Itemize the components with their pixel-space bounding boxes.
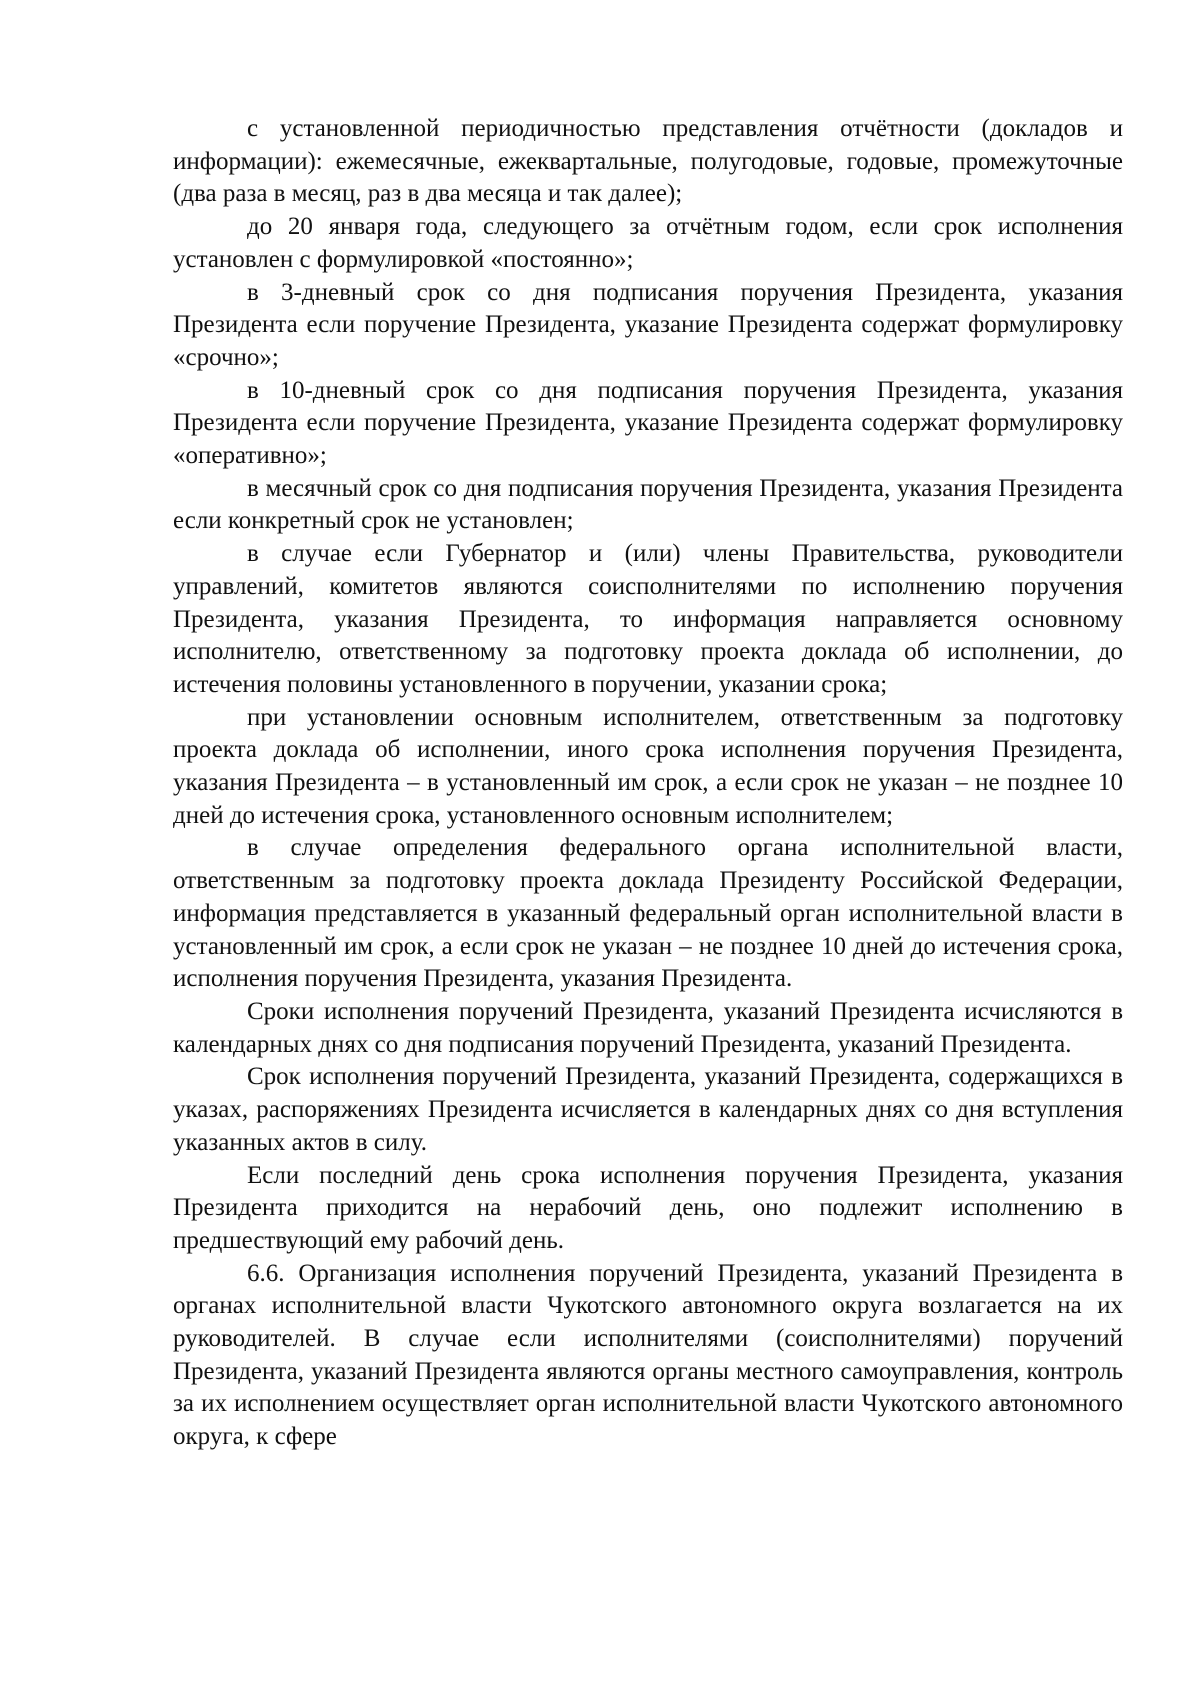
paragraph-reporting-periodicity: с установленной периодичностью представления отчётности (докладов и информации): ежемесячные, ежеквартальные, полугодовые, годовые, промежуточные (два раза в месяц, раз в два месяца и так далее); bbox=[173, 115, 1123, 208]
paragraph-non-working-day: Если последний день срока исполнения поручения Президента, указания Президента приходится на нерабочий день, оно подлежит исполнению в предшествующий ему рабочий день. bbox=[173, 1161, 1123, 1254]
paragraph-deadline-monthly: в месячный срок со дня подписания поручения Президента, указания Президента если конкретный срок не установлен; bbox=[173, 474, 1123, 535]
paragraph-deadline-permanent: до 20 января года, следующего за отчётным годом, если срок исполнения установлен с формулировкой «постоянно»; bbox=[173, 213, 1123, 273]
paragraph-co-executors: в случае если Губернатор и (или) члены Правительства, руководители управлений, комитетов являются соисполнителями по исполнению поручения Президента, указания Президента, то информация направляется основному исполнителю, ответственному за подготовку проекта доклада об исполнении, до истечения половины установленного в поручении, указании срока; bbox=[173, 540, 1123, 698]
paragraph-section-6-6: 6.6. Организация исполнения поручений Президента, указаний Президента в органах исполнительной власти Чукотского автономного округа возлагается на их руководителей. В случае если исполнителями (соисполнителями) поручений Президента, указаний Президента являются органы местного самоуправления, контроль за их исполнением осуществляет орган исполнительной власти Чукотского автономного округа, к сфере bbox=[173, 1259, 1123, 1451]
paragraph-main-executor-term: при установлении основным исполнителем, ответственным за подготовку проекта доклада об исполнении, иного срока исполнения поручения Президента, указания Президента – в установленный им срок, а если срок не указан – не позднее 10 дней до истечения срока, установленного основным исполнителем; bbox=[173, 703, 1123, 829]
paragraph-federal-body-term: в случае определения федерального органа исполнительной власти, ответственным за подготовку проекта доклада Президенту Российской Федерации, информация представляется в указанный федеральный орган исполнительной власти в установленный им срок, а если срок не указан – не позднее 10 дней до истечения срока, исполнения поручения Президента, указания Президента. bbox=[173, 834, 1123, 993]
paragraph-deadline-operative: в 10-дневный срок со дня подписания поручения Президента, указания Президента если поручение Президента, указание Президента содержат формулировку «оперативно»; bbox=[173, 376, 1123, 470]
paragraph-decree-terms: Срок исполнения поручений Президента, указаний Президента, содержащихся в указах, распоряжениях Президента исчисляется в календарных днях со дня вступления указанных актов в силу. bbox=[173, 1063, 1123, 1156]
paragraph-calendar-days: Сроки исполнения поручений Президента, указаний Президента исчисляются в календарных днях со дня подписания поручений Президента, указаний Президента. bbox=[173, 997, 1123, 1058]
paragraph-deadline-urgent: в 3-дневный срок со дня подписания поручения Президента, указания Президента если поручение Президента, указание Президента содержат формулировку «срочно»; bbox=[173, 278, 1123, 371]
document-body bbox=[173, 113, 1123, 1454]
